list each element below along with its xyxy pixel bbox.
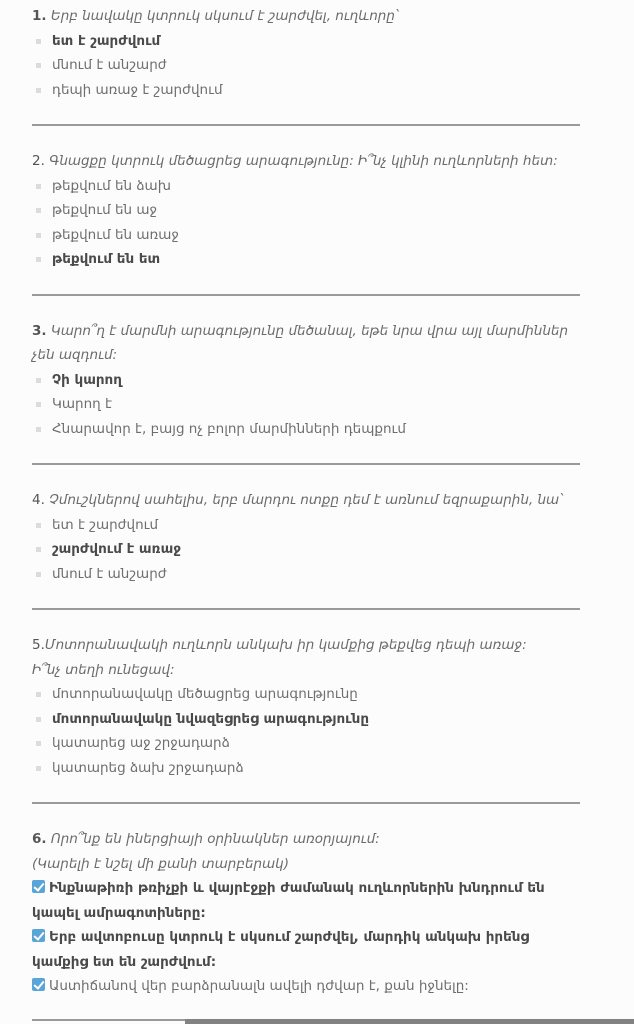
answer-option[interactable] xyxy=(32,417,580,442)
option-label: թեքվում են աջ xyxy=(52,202,158,218)
checked-answer[interactable] xyxy=(32,974,580,999)
bullet-icon xyxy=(36,257,41,262)
option-label: Հնարավոր է, բայց ոչ բոլոր մարմինների դեպքում xyxy=(52,420,406,437)
question-6 xyxy=(32,827,580,999)
answer-options xyxy=(32,513,580,587)
option-label: կատարեց ձախ շրջադարձ xyxy=(52,759,244,776)
question-number: 5. xyxy=(32,637,45,653)
bullet-icon xyxy=(36,427,41,432)
answer-label: Աստիճանով վեր բարձրանալն ավելի դժվար է, քան իջնելը: xyxy=(49,978,469,994)
quiz-content xyxy=(32,4,580,1021)
bullet-icon xyxy=(36,233,41,238)
answer-option[interactable] xyxy=(32,513,580,538)
option-label: ետ է շարժվում xyxy=(52,516,159,533)
answer-option[interactable] xyxy=(32,247,580,272)
answer-label: Երբ ավտոբուսը կտրուկ է սկսում շարժվել, մարդիկ անկախ իրենց կամքից ետ են շարժվում: xyxy=(32,929,530,970)
check-box-icon xyxy=(32,880,45,893)
bullet-icon xyxy=(36,402,41,407)
option-label: մոտորանավակը նվազեցրեց արագությունը xyxy=(52,710,369,727)
option-label: թեքվում են առաջ xyxy=(52,226,179,243)
option-label: ետ է շարժվում xyxy=(52,32,161,49)
question-4 xyxy=(32,488,580,586)
answer-option[interactable] xyxy=(32,53,580,78)
question-3 xyxy=(32,319,580,442)
bullet-icon xyxy=(36,766,41,771)
answer-option[interactable] xyxy=(32,562,580,587)
question-text-line2: Ի՞նչ տեղի ունեցավ: xyxy=(32,661,175,678)
answer-option[interactable] xyxy=(32,682,580,707)
question-text xyxy=(32,633,580,658)
bullet-icon xyxy=(36,717,41,722)
question-number: 6. xyxy=(32,831,47,847)
question-text xyxy=(32,4,580,29)
answer-option[interactable] xyxy=(32,392,580,417)
bottom-scroll-bar[interactable] xyxy=(185,1019,634,1024)
question-text xyxy=(32,488,580,513)
answer-option[interactable] xyxy=(32,368,580,393)
checked-answer[interactable] xyxy=(32,876,580,925)
answer-option[interactable] xyxy=(32,78,580,103)
answer-option[interactable] xyxy=(32,29,580,54)
bullet-icon xyxy=(36,88,41,93)
option-label: մնում է անշարժ xyxy=(52,57,167,73)
question-text xyxy=(32,827,580,852)
bullet-icon xyxy=(36,523,41,528)
answer-label: Ինքնաթիռի թռիչքի և վայրէջքի ժամանակ ուղևորներին խնդրում են կապել ամրագոտիները: xyxy=(32,880,545,921)
bullet-icon xyxy=(36,547,41,552)
question-text xyxy=(32,319,580,368)
answer-option[interactable] xyxy=(32,174,580,199)
bullet-icon xyxy=(36,63,41,68)
option-label: Չի կարող xyxy=(52,371,122,388)
question-number: 4. xyxy=(32,492,45,508)
bullet-icon xyxy=(36,741,41,746)
answer-options xyxy=(32,29,580,103)
bullet-icon xyxy=(36,39,41,44)
question-number: 2. xyxy=(32,153,45,169)
answer-options xyxy=(32,682,580,780)
question-prompt: Չմուշկներով սահելիս, երբ մարդու ոտքը դեմ է առնում եզրաքարին, նա՝ xyxy=(44,492,563,508)
question-2 xyxy=(32,149,580,272)
option-label: մոտորանավակը մեծացրեց արագությունը xyxy=(52,686,358,702)
checked-answer[interactable] xyxy=(32,925,580,974)
question-1 xyxy=(32,4,580,102)
question-prompt: Մոտորանավակի ուղևորն անկախ իր կամքից թեքվեց դեպի առաջ: xyxy=(44,637,527,653)
question-number: 1. xyxy=(32,8,47,24)
answer-option[interactable] xyxy=(32,756,580,781)
question-number: 3. xyxy=(32,322,47,339)
bullet-icon xyxy=(36,184,41,189)
option-label: շարժվում է առաջ xyxy=(52,541,181,557)
question-text xyxy=(32,149,580,174)
option-label: թեքվում են ձախ xyxy=(52,177,171,194)
answer-option[interactable] xyxy=(32,223,580,248)
answer-option[interactable] xyxy=(32,198,580,223)
question-5 xyxy=(32,633,580,780)
answer-option[interactable] xyxy=(32,731,580,756)
option-label: դեպի առաջ է շարժվում xyxy=(52,81,223,98)
answer-options xyxy=(32,174,580,272)
answer-options xyxy=(32,368,580,442)
question-prompt: Կարո՞ղ է մարմնի արագությունը մեծանալ, եթե նրա վրա այլ մարմիններ չեն ազդում: xyxy=(32,322,569,363)
question-prompt: Երբ նավակը կտրուկ սկսում է շարժվել, ուղևորը՝ xyxy=(46,8,399,24)
check-box-icon xyxy=(32,978,45,991)
bullet-icon xyxy=(36,692,41,697)
option-label: մնում է անշարժ xyxy=(52,565,167,582)
question-prompt: Որո՞նք են իներցիայի օրինակներ առօրյայում: xyxy=(46,831,380,847)
question-prompt: Գնացքը կտրուկ մեծացրեց արագությունը: Ի՞նչ կլինի ուղևորների հետ: xyxy=(44,153,558,169)
answer-option[interactable] xyxy=(32,707,580,732)
option-label: թեքվում են ետ xyxy=(52,251,161,267)
bullet-icon xyxy=(36,208,41,213)
bullet-icon xyxy=(36,378,41,383)
option-label: Կարող է xyxy=(52,396,112,412)
bullet-icon xyxy=(36,572,41,577)
question-hint: (Կարելի է նշել մի քանի տարբերակ) xyxy=(32,855,290,872)
check-box-icon xyxy=(32,929,45,942)
answer-option[interactable] xyxy=(32,537,580,562)
option-label: կատարեց աջ շրջադարձ xyxy=(52,735,230,751)
